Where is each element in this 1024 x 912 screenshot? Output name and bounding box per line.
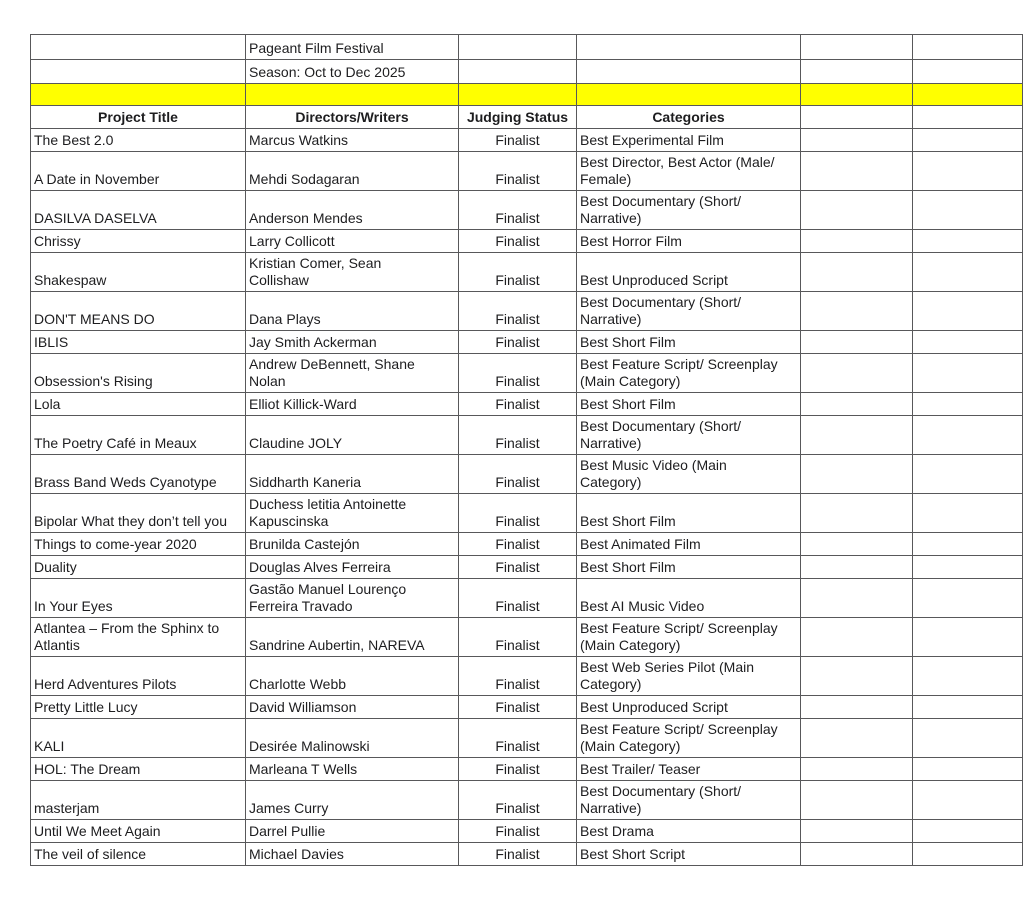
cell-empty — [913, 719, 1023, 758]
cell-empty — [801, 556, 913, 579]
cell-project-title: The Poetry Café in Meaux — [31, 416, 246, 455]
festival-season-cell: Season: Oct to Dec 2025 — [246, 60, 459, 84]
cell-category: Best Unproduced Script — [577, 696, 801, 719]
cell-empty — [913, 354, 1023, 393]
cell-directors: Claudine JOLY — [246, 416, 459, 455]
cell-empty — [913, 152, 1023, 191]
cell-project-title: HOL: The Dream — [31, 758, 246, 781]
cell-category: Best Short Film — [577, 331, 801, 354]
table-row — [31, 393, 1023, 416]
cell-directors: James Curry — [246, 781, 459, 820]
cell-empty — [913, 292, 1023, 331]
cell-empty — [801, 494, 913, 533]
cell-directors: Jay Smith Ackerman — [246, 331, 459, 354]
cell-category: Best Feature Script/ Screenplay (Main Category) — [577, 719, 801, 758]
cell-judging-status: Finalist — [459, 657, 577, 696]
cell-directors: Kristian Comer, Sean Collishaw — [246, 253, 459, 292]
cell-empty — [801, 35, 913, 60]
cell-judging-status: Finalist — [459, 719, 577, 758]
header-empty — [913, 106, 1023, 129]
cell-empty — [801, 455, 913, 494]
table-row — [31, 618, 1023, 657]
header-judging-status: Judging Status — [459, 106, 577, 129]
cell-judging-status: Finalist — [459, 152, 577, 191]
cell-directors: Brunilda Castejón — [246, 533, 459, 556]
cell-empty — [913, 758, 1023, 781]
cell-empty — [801, 696, 913, 719]
cell-empty — [801, 843, 913, 866]
cell-judging-status: Finalist — [459, 618, 577, 657]
cell-project-title: Brass Band Weds Cyanotype — [31, 455, 246, 494]
cell-empty — [801, 253, 913, 292]
cell-empty — [913, 230, 1023, 253]
cell-empty — [913, 696, 1023, 719]
cell-category: Best Experimental Film — [577, 129, 801, 152]
cell-empty — [913, 533, 1023, 556]
cell-directors: Dana Plays — [246, 292, 459, 331]
table-row — [31, 292, 1023, 331]
cell-directors: Elliot Killick-Ward — [246, 393, 459, 416]
cell-project-title: Things to come-year 2020 — [31, 533, 246, 556]
header-categories: Categories — [577, 106, 801, 129]
cell-category: Best Short Film — [577, 556, 801, 579]
cell-empty — [913, 618, 1023, 657]
cell-category: Best Unproduced Script — [577, 253, 801, 292]
cell-empty — [801, 618, 913, 657]
cell-empty — [913, 455, 1023, 494]
cell-project-title: Chrissy — [31, 230, 246, 253]
cell-directors: Marleana T Wells — [246, 758, 459, 781]
table-row — [31, 494, 1023, 533]
cell-category: Best Trailer/ Teaser — [577, 758, 801, 781]
cell-category: Best Web Series Pilot (Main Category) — [577, 657, 801, 696]
festival-season-row — [31, 60, 1023, 84]
cell-judging-status: Finalist — [459, 416, 577, 455]
cell-directors: Duchess letitia Antoinette Kapuscinska — [246, 494, 459, 533]
cell-project-title: KALI — [31, 719, 246, 758]
cell-directors: Sandrine Aubertin, NAREVA — [246, 618, 459, 657]
highlight-cell — [577, 84, 801, 106]
cell-judging-status: Finalist — [459, 292, 577, 331]
cell-empty — [801, 393, 913, 416]
cell-project-title: In Your Eyes — [31, 579, 246, 618]
table-row — [31, 331, 1023, 354]
cell-project-title: Lola — [31, 393, 246, 416]
cell-empty — [913, 820, 1023, 843]
cell-empty — [913, 191, 1023, 230]
cell-project-title: Herd Adventures Pilots — [31, 657, 246, 696]
cell-project-title: Atlantea – From the Sphinx to Atlantis — [31, 618, 246, 657]
cell-empty — [31, 35, 246, 60]
cell-directors: Siddharth Kaneria — [246, 455, 459, 494]
cell-project-title: DASILVA DASELVA — [31, 191, 246, 230]
table-row — [31, 820, 1023, 843]
table-row — [31, 533, 1023, 556]
header-row — [31, 106, 1023, 129]
table-row — [31, 416, 1023, 455]
cell-project-title: Until We Meet Again — [31, 820, 246, 843]
cell-judging-status: Finalist — [459, 191, 577, 230]
header-empty — [801, 106, 913, 129]
cell-empty — [801, 331, 913, 354]
cell-category: Best Feature Script/ Screenplay (Main Category) — [577, 618, 801, 657]
highlight-cell — [246, 84, 459, 106]
cell-empty — [801, 533, 913, 556]
cell-empty — [913, 579, 1023, 618]
cell-category: Best Documentary (Short/ Narrative) — [577, 416, 801, 455]
highlight-cell — [801, 84, 913, 106]
cell-empty — [801, 820, 913, 843]
cell-project-title: IBLIS — [31, 331, 246, 354]
cell-empty — [913, 129, 1023, 152]
cell-judging-status: Finalist — [459, 556, 577, 579]
cell-directors: Marcus Watkins — [246, 129, 459, 152]
cell-empty — [801, 60, 913, 84]
cell-empty — [913, 393, 1023, 416]
cell-judging-status: Finalist — [459, 843, 577, 866]
cell-category: Best Documentary (Short/ Narrative) — [577, 781, 801, 820]
table-row — [31, 696, 1023, 719]
cell-directors: Andrew DeBennett, Shane Nolan — [246, 354, 459, 393]
festival-title-row — [31, 35, 1023, 60]
cell-directors: Charlotte Webb — [246, 657, 459, 696]
cell-project-title: DON'T MEANS DO — [31, 292, 246, 331]
table-row — [31, 230, 1023, 253]
header-project-title: Project Title — [31, 106, 246, 129]
cell-judging-status: Finalist — [459, 455, 577, 494]
cell-directors: Desirée Malinowski — [246, 719, 459, 758]
cell-empty — [801, 354, 913, 393]
cell-empty — [913, 416, 1023, 455]
cell-empty — [801, 152, 913, 191]
cell-category: Best Documentary (Short/ Narrative) — [577, 292, 801, 331]
cell-empty — [913, 657, 1023, 696]
cell-judging-status: Finalist — [459, 820, 577, 843]
cell-empty — [801, 579, 913, 618]
cell-category: Best Animated Film — [577, 533, 801, 556]
table-row — [31, 579, 1023, 618]
cell-empty — [801, 191, 913, 230]
cell-category: Best Feature Script/ Screenplay (Main Category) — [577, 354, 801, 393]
table-row — [31, 556, 1023, 579]
cell-empty — [801, 758, 913, 781]
cell-category: Best Documentary (Short/ Narrative) — [577, 191, 801, 230]
cell-judging-status: Finalist — [459, 331, 577, 354]
cell-project-title: A Date in November — [31, 152, 246, 191]
cell-judging-status: Finalist — [459, 494, 577, 533]
cell-empty — [801, 292, 913, 331]
cell-project-title: Duality — [31, 556, 246, 579]
festival-table — [30, 34, 1023, 866]
festival-title-cell: Pageant Film Festival — [246, 35, 459, 60]
cell-empty — [459, 60, 577, 84]
highlight-cell — [913, 84, 1023, 106]
cell-directors: Mehdi Sodagaran — [246, 152, 459, 191]
cell-project-title: Pretty Little Lucy — [31, 696, 246, 719]
table-row — [31, 719, 1023, 758]
table-row — [31, 191, 1023, 230]
cell-category: Best Short Film — [577, 494, 801, 533]
cell-project-title: The Best 2.0 — [31, 129, 246, 152]
cell-directors: Anderson Mendes — [246, 191, 459, 230]
cell-empty — [577, 35, 801, 60]
cell-empty — [31, 60, 246, 84]
cell-empty — [913, 253, 1023, 292]
cell-category: Best Music Video (Main Category) — [577, 455, 801, 494]
cell-directors: Michael Davies — [246, 843, 459, 866]
cell-category: Best AI Music Video — [577, 579, 801, 618]
cell-directors: Darrel Pullie — [246, 820, 459, 843]
cell-category: Best Short Script — [577, 843, 801, 866]
highlight-row — [31, 84, 1023, 106]
cell-category: Best Drama — [577, 820, 801, 843]
cell-project-title: Bipolar What they don’t tell you — [31, 494, 246, 533]
cell-directors: David Williamson — [246, 696, 459, 719]
highlight-cell — [459, 84, 577, 106]
table-row — [31, 843, 1023, 866]
cell-judging-status: Finalist — [459, 696, 577, 719]
cell-empty — [801, 657, 913, 696]
table-row — [31, 354, 1023, 393]
cell-judging-status: Finalist — [459, 354, 577, 393]
cell-empty — [913, 843, 1023, 866]
cell-empty — [913, 331, 1023, 354]
header-directors-writers: Directors/Writers — [246, 106, 459, 129]
cell-empty — [913, 556, 1023, 579]
table-row — [31, 657, 1023, 696]
highlight-cell — [31, 84, 246, 106]
cell-judging-status: Finalist — [459, 579, 577, 618]
table-row — [31, 129, 1023, 152]
cell-empty — [801, 719, 913, 758]
cell-empty — [459, 35, 577, 60]
cell-empty — [801, 230, 913, 253]
table-row — [31, 455, 1023, 494]
cell-judging-status: Finalist — [459, 781, 577, 820]
cell-project-title: masterjam — [31, 781, 246, 820]
cell-empty — [913, 60, 1023, 84]
cell-empty — [801, 781, 913, 820]
cell-empty — [577, 60, 801, 84]
cell-category: Best Short Film — [577, 393, 801, 416]
table-row — [31, 758, 1023, 781]
cell-directors: Gastão Manuel Lourenço Ferreira Travado — [246, 579, 459, 618]
cell-judging-status: Finalist — [459, 253, 577, 292]
cell-directors: Douglas Alves Ferreira — [246, 556, 459, 579]
cell-category: Best Horror Film — [577, 230, 801, 253]
table-row — [31, 152, 1023, 191]
cell-judging-status: Finalist — [459, 533, 577, 556]
cell-project-title: Obsession's Rising — [31, 354, 246, 393]
cell-judging-status: Finalist — [459, 393, 577, 416]
cell-directors: Larry Collicott — [246, 230, 459, 253]
cell-judging-status: Finalist — [459, 129, 577, 152]
cell-empty — [913, 781, 1023, 820]
table-row — [31, 781, 1023, 820]
table-row — [31, 253, 1023, 292]
cell-empty — [801, 129, 913, 152]
cell-project-title: Shakespaw — [31, 253, 246, 292]
cell-empty — [801, 416, 913, 455]
cell-empty — [913, 35, 1023, 60]
cell-judging-status: Finalist — [459, 758, 577, 781]
cell-empty — [913, 494, 1023, 533]
cell-category: Best Director, Best Actor (Male/ Female) — [577, 152, 801, 191]
cell-judging-status: Finalist — [459, 230, 577, 253]
cell-project-title: The veil of silence — [31, 843, 246, 866]
